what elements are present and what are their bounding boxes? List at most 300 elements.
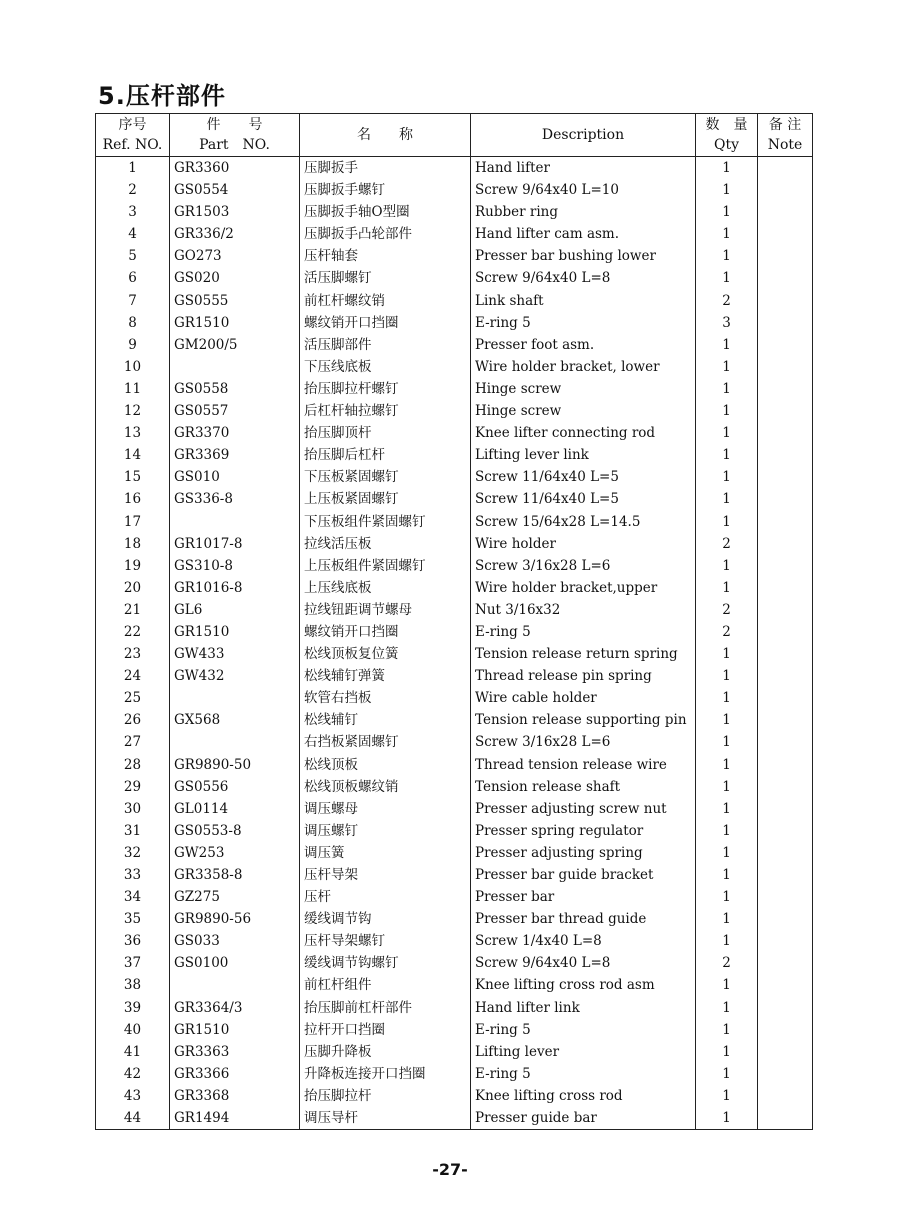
description-cell: Wire holder bracket, lower [471, 356, 696, 378]
table-row [96, 643, 813, 665]
description-cell: Screw 11/64x40 L=5 [471, 466, 696, 488]
table-row [96, 555, 813, 577]
description-cell: Presser adjusting spring [471, 842, 696, 864]
header-note-cn: 备 注 [768, 117, 802, 133]
part-number-cell: GS0553-8 [170, 820, 300, 842]
part-number-cell: GR1017-8 [170, 533, 300, 555]
qty-cell: 1 [696, 1041, 758, 1063]
qty-cell: 1 [696, 488, 758, 510]
note-cell [758, 422, 813, 444]
name-cn-cell: 调压簧 [300, 842, 471, 864]
qty-cell: 2 [696, 621, 758, 643]
part-number-cell: GS020 [170, 267, 300, 289]
name-cn-cell: 抬压脚顶杆 [300, 422, 471, 444]
note-cell [758, 511, 813, 533]
name-cn-cell: 拉线钮距调节螺母 [300, 599, 471, 621]
qty-cell: 1 [696, 577, 758, 599]
description-cell: E-ring 5 [471, 312, 696, 334]
description-cell: Hinge screw [471, 400, 696, 422]
description-cell: Wire holder [471, 533, 696, 555]
qty-cell: 1 [696, 356, 758, 378]
ref-cell: 17 [96, 511, 170, 533]
note-cell [758, 709, 813, 731]
qty-cell: 1 [696, 974, 758, 996]
part-number-cell: GR3360 [170, 157, 300, 180]
table-row [96, 466, 813, 488]
qty-cell: 1 [696, 555, 758, 577]
description-cell: Screw 3/16x28 L=6 [471, 731, 696, 753]
description-cell: Hand lifter link [471, 997, 696, 1019]
header-desc: Description [541, 127, 625, 143]
ref-cell: 37 [96, 952, 170, 974]
note-cell [758, 1107, 813, 1130]
table-row [96, 1085, 813, 1107]
ref-cell: 19 [96, 555, 170, 577]
name-cn-cell: 松线顶板 [300, 754, 471, 776]
table-row [96, 820, 813, 842]
part-number-cell: GW432 [170, 665, 300, 687]
part-number-cell: GS010 [170, 466, 300, 488]
note-cell [758, 444, 813, 466]
note-cell [758, 621, 813, 643]
table-row [96, 974, 813, 996]
name-cn-cell: 活压脚螺钉 [300, 267, 471, 289]
qty-cell: 1 [696, 754, 758, 776]
header-ref-cn: 序号 [118, 117, 147, 133]
ref-cell: 41 [96, 1041, 170, 1063]
table-row [96, 179, 813, 201]
qty-cell: 1 [696, 444, 758, 466]
qty-cell: 1 [696, 1107, 758, 1130]
header-part [170, 114, 300, 157]
table-row [96, 157, 813, 180]
page-number: -27- [432, 1160, 468, 1179]
qty-cell: 1 [696, 157, 758, 180]
header-note [758, 114, 813, 157]
ref-cell: 28 [96, 754, 170, 776]
qty-cell: 1 [696, 511, 758, 533]
description-cell: Nut 3/16x32 [471, 599, 696, 621]
note-cell [758, 776, 813, 798]
ref-cell: 26 [96, 709, 170, 731]
name-cn-cell: 右挡板紧固螺钉 [300, 731, 471, 753]
note-cell [758, 665, 813, 687]
part-number-cell: GR1510 [170, 621, 300, 643]
description-cell: Screw 9/64x40 L=10 [471, 179, 696, 201]
part-number-cell: GW253 [170, 842, 300, 864]
table-row [96, 908, 813, 930]
description-cell: Rubber ring [471, 201, 696, 223]
ref-cell: 20 [96, 577, 170, 599]
name-cn-cell: 压杆导架螺钉 [300, 930, 471, 952]
note-cell [758, 488, 813, 510]
qty-cell: 1 [696, 997, 758, 1019]
part-number-cell: GR336/2 [170, 223, 300, 245]
part-number-cell: GR3368 [170, 1085, 300, 1107]
description-cell: Tension release return spring [471, 643, 696, 665]
ref-cell: 22 [96, 621, 170, 643]
ref-cell: 33 [96, 864, 170, 886]
qty-cell: 2 [696, 599, 758, 621]
name-cn-cell: 调压螺钉 [300, 820, 471, 842]
qty-cell: 1 [696, 864, 758, 886]
ref-cell: 16 [96, 488, 170, 510]
table-row [96, 488, 813, 510]
description-cell: Presser adjusting screw nut [471, 798, 696, 820]
part-number-cell: GL6 [170, 599, 300, 621]
note-cell [758, 245, 813, 267]
table-row [96, 334, 813, 356]
description-cell: Presser bar [471, 886, 696, 908]
name-cn-cell: 上压线底板 [300, 577, 471, 599]
name-cn-cell: 下压线底板 [300, 356, 471, 378]
note-cell [758, 599, 813, 621]
table-row [96, 842, 813, 864]
part-number-cell [170, 356, 300, 378]
ref-cell: 36 [96, 930, 170, 952]
name-cn-cell: 上压板紧固螺钉 [300, 488, 471, 510]
description-cell: Screw 1/4x40 L=8 [471, 930, 696, 952]
description-cell: E-ring 5 [471, 1019, 696, 1041]
qty-cell: 2 [696, 952, 758, 974]
name-cn-cell: 压脚扳手凸轮部件 [300, 223, 471, 245]
part-number-cell: GM200/5 [170, 334, 300, 356]
qty-cell: 2 [696, 290, 758, 312]
table-row [96, 952, 813, 974]
page-title: 5.压杆部件 [98, 82, 226, 110]
header-qty-en: Qty [713, 137, 739, 153]
name-cn-cell: 下压板组件紧固螺钉 [300, 511, 471, 533]
note-cell [758, 334, 813, 356]
part-number-cell: GS0556 [170, 776, 300, 798]
part-number-cell: GR3363 [170, 1041, 300, 1063]
note-cell [758, 400, 813, 422]
note-cell [758, 290, 813, 312]
name-cn-cell: 后杠杆轴拉螺钉 [300, 400, 471, 422]
note-cell [758, 643, 813, 665]
description-cell: Screw 9/64x40 L=8 [471, 267, 696, 289]
name-cn-cell: 压脚扳手轴O型圈 [300, 201, 471, 223]
description-cell: E-ring 5 [471, 621, 696, 643]
table-row [96, 201, 813, 223]
qty-cell: 1 [696, 665, 758, 687]
qty-cell: 1 [696, 731, 758, 753]
qty-cell: 1 [696, 798, 758, 820]
part-number-cell: GW433 [170, 643, 300, 665]
note-cell [758, 555, 813, 577]
part-number-cell: GR1503 [170, 201, 300, 223]
table-row [96, 1041, 813, 1063]
header-part-cn: 件 号 [206, 117, 263, 133]
part-number-cell: GR3364/3 [170, 997, 300, 1019]
name-cn-cell: 前杠杆组件 [300, 974, 471, 996]
qty-cell: 1 [696, 886, 758, 908]
name-cn-cell: 松线辅钉弹簧 [300, 665, 471, 687]
table-header-row [96, 114, 813, 157]
qty-cell: 1 [696, 334, 758, 356]
note-cell [758, 157, 813, 180]
table-row [96, 400, 813, 422]
part-number-cell: GR1510 [170, 312, 300, 334]
name-cn-cell: 松线辅钉 [300, 709, 471, 731]
note-cell [758, 798, 813, 820]
name-cn-cell: 抬压脚拉杆 [300, 1085, 471, 1107]
table-row [96, 709, 813, 731]
qty-cell: 1 [696, 1019, 758, 1041]
qty-cell: 1 [696, 643, 758, 665]
qty-cell: 1 [696, 223, 758, 245]
qty-cell: 2 [696, 533, 758, 555]
table-row [96, 511, 813, 533]
ref-cell: 4 [96, 223, 170, 245]
ref-cell: 34 [96, 886, 170, 908]
note-cell [758, 908, 813, 930]
description-cell: Presser bar guide bracket [471, 864, 696, 886]
ref-cell: 25 [96, 687, 170, 709]
ref-cell: 13 [96, 422, 170, 444]
ref-cell: 6 [96, 267, 170, 289]
header-qty [696, 114, 758, 157]
name-cn-cell: 活压脚部件 [300, 334, 471, 356]
qty-cell: 3 [696, 312, 758, 334]
description-cell: Hand lifter [471, 157, 696, 180]
table-row [96, 798, 813, 820]
description-cell: Knee lifting cross rod [471, 1085, 696, 1107]
table-row [96, 444, 813, 466]
name-cn-cell: 调压螺母 [300, 798, 471, 820]
part-number-cell: GR9890-56 [170, 908, 300, 930]
table-row [96, 290, 813, 312]
qty-cell: 1 [696, 400, 758, 422]
name-cn-cell: 前杠杆螺纹销 [300, 290, 471, 312]
table-row [96, 223, 813, 245]
ref-cell: 40 [96, 1019, 170, 1041]
ref-cell: 21 [96, 599, 170, 621]
note-cell [758, 378, 813, 400]
ref-cell: 12 [96, 400, 170, 422]
ref-cell: 23 [96, 643, 170, 665]
name-cn-cell: 缓线调节钩螺钉 [300, 952, 471, 974]
name-cn-cell: 下压板紧固螺钉 [300, 466, 471, 488]
part-number-cell: GS0100 [170, 952, 300, 974]
part-number-cell: GS336-8 [170, 488, 300, 510]
qty-cell: 1 [696, 1085, 758, 1107]
name-cn-cell: 上压板组件紧固螺钉 [300, 555, 471, 577]
name-cn-cell: 抬压脚前杠杆部件 [300, 997, 471, 1019]
qty-cell: 1 [696, 267, 758, 289]
header-part-en: Part NO. [199, 137, 270, 153]
description-cell: Link shaft [471, 290, 696, 312]
description-cell: Hinge screw [471, 378, 696, 400]
note-cell [758, 533, 813, 555]
note-cell [758, 1063, 813, 1085]
header-ref [96, 114, 170, 157]
description-cell: Hand lifter cam asm. [471, 223, 696, 245]
table-row [96, 378, 813, 400]
note-cell [758, 974, 813, 996]
description-cell: Presser bar bushing lower [471, 245, 696, 267]
table-row [96, 930, 813, 952]
note-cell [758, 1019, 813, 1041]
qty-cell: 1 [696, 1063, 758, 1085]
note-cell [758, 842, 813, 864]
part-number-cell: GR3370 [170, 422, 300, 444]
note-cell [758, 820, 813, 842]
name-cn-cell: 软管右挡板 [300, 687, 471, 709]
name-cn-cell: 拉线活压板 [300, 533, 471, 555]
table-row [96, 599, 813, 621]
table-row [96, 621, 813, 643]
ref-cell: 18 [96, 533, 170, 555]
ref-cell: 30 [96, 798, 170, 820]
header-qty-cn: 数 量 [705, 117, 748, 133]
note-cell [758, 997, 813, 1019]
description-cell: Presser spring regulator [471, 820, 696, 842]
description-cell: Thread release pin spring [471, 665, 696, 687]
name-cn-cell: 松线顶板复位簧 [300, 643, 471, 665]
part-number-cell: GS0554 [170, 179, 300, 201]
qty-cell: 1 [696, 709, 758, 731]
table-row [96, 577, 813, 599]
ref-cell: 43 [96, 1085, 170, 1107]
part-number-cell: GS033 [170, 930, 300, 952]
description-cell: Lifting lever link [471, 444, 696, 466]
description-cell: Screw 11/64x40 L=5 [471, 488, 696, 510]
part-number-cell [170, 974, 300, 996]
name-cn-cell: 抬压脚拉杆螺钉 [300, 378, 471, 400]
qty-cell: 1 [696, 776, 758, 798]
header-ref-en: Ref. NO. [102, 137, 163, 153]
note-cell [758, 731, 813, 753]
ref-cell: 11 [96, 378, 170, 400]
description-cell: Thread tension release wire [471, 754, 696, 776]
part-number-cell: GO273 [170, 245, 300, 267]
note-cell [758, 864, 813, 886]
note-cell [758, 1041, 813, 1063]
note-cell [758, 930, 813, 952]
note-cell [758, 466, 813, 488]
qty-cell: 1 [696, 930, 758, 952]
ref-cell: 14 [96, 444, 170, 466]
description-cell: Presser guide bar [471, 1107, 696, 1130]
ref-cell: 24 [96, 665, 170, 687]
ref-cell: 42 [96, 1063, 170, 1085]
part-number-cell: GR3366 [170, 1063, 300, 1085]
header-name-cn: 名 称 [357, 127, 413, 143]
part-number-cell: GR1494 [170, 1107, 300, 1130]
note-cell [758, 754, 813, 776]
ref-cell: 32 [96, 842, 170, 864]
name-cn-cell: 压杆导架 [300, 864, 471, 886]
part-number-cell: GL0114 [170, 798, 300, 820]
note-cell [758, 687, 813, 709]
ref-cell: 31 [96, 820, 170, 842]
name-cn-cell: 压脚扳手 [300, 157, 471, 180]
qty-cell: 1 [696, 466, 758, 488]
table-row [96, 687, 813, 709]
qty-cell: 1 [696, 201, 758, 223]
table-row [96, 997, 813, 1019]
note-cell [758, 223, 813, 245]
qty-cell: 1 [696, 378, 758, 400]
ref-cell: 35 [96, 908, 170, 930]
table-row [96, 864, 813, 886]
table-row [96, 1019, 813, 1041]
table-row [96, 665, 813, 687]
part-number-cell: GS0555 [170, 290, 300, 312]
part-number-cell: GR3358-8 [170, 864, 300, 886]
note-cell [758, 312, 813, 334]
description-cell: E-ring 5 [471, 1063, 696, 1085]
table-row [96, 754, 813, 776]
name-cn-cell: 抬压脚后杠杆 [300, 444, 471, 466]
ref-cell: 9 [96, 334, 170, 356]
qty-cell: 1 [696, 820, 758, 842]
part-number-cell [170, 687, 300, 709]
description-cell: Knee lifter connecting rod [471, 422, 696, 444]
description-cell: Wire cable holder [471, 687, 696, 709]
name-cn-cell: 松线顶板螺纹销 [300, 776, 471, 798]
table-row [96, 1107, 813, 1130]
table-row [96, 1063, 813, 1085]
description-cell: Tension release shaft [471, 776, 696, 798]
ref-cell: 39 [96, 997, 170, 1019]
description-cell: Screw 15/64x28 L=14.5 [471, 511, 696, 533]
note-cell [758, 201, 813, 223]
ref-cell: 44 [96, 1107, 170, 1130]
qty-cell: 1 [696, 687, 758, 709]
name-cn-cell: 螺纹销开口挡圈 [300, 621, 471, 643]
header-name [300, 114, 471, 157]
ref-cell: 3 [96, 201, 170, 223]
name-cn-cell: 调压导杆 [300, 1107, 471, 1130]
part-number-cell: GX568 [170, 709, 300, 731]
ref-cell: 5 [96, 245, 170, 267]
table-row [96, 731, 813, 753]
description-cell: Lifting lever [471, 1041, 696, 1063]
qty-cell: 1 [696, 842, 758, 864]
qty-cell: 1 [696, 908, 758, 930]
qty-cell: 1 [696, 245, 758, 267]
parts-table [95, 113, 813, 1130]
name-cn-cell: 升降板连接开口挡圈 [300, 1063, 471, 1085]
ref-cell: 2 [96, 179, 170, 201]
note-cell [758, 886, 813, 908]
ref-cell: 10 [96, 356, 170, 378]
ref-cell: 38 [96, 974, 170, 996]
part-number-cell: GS0557 [170, 400, 300, 422]
note-cell [758, 356, 813, 378]
description-cell: Screw 9/64x40 L=8 [471, 952, 696, 974]
part-number-cell: GZ275 [170, 886, 300, 908]
part-number-cell: GR3369 [170, 444, 300, 466]
part-number-cell: GR9890-50 [170, 754, 300, 776]
header-description [471, 114, 696, 157]
ref-cell: 8 [96, 312, 170, 334]
note-cell [758, 267, 813, 289]
part-number-cell: GS310-8 [170, 555, 300, 577]
table-row [96, 267, 813, 289]
table-row [96, 533, 813, 555]
description-cell: Presser bar thread guide [471, 908, 696, 930]
name-cn-cell: 螺纹销开口挡圈 [300, 312, 471, 334]
qty-cell: 1 [696, 422, 758, 444]
description-cell: Wire holder bracket,upper [471, 577, 696, 599]
table-row [96, 312, 813, 334]
qty-cell: 1 [696, 179, 758, 201]
part-number-cell: GR1016-8 [170, 577, 300, 599]
part-number-cell: GR1510 [170, 1019, 300, 1041]
